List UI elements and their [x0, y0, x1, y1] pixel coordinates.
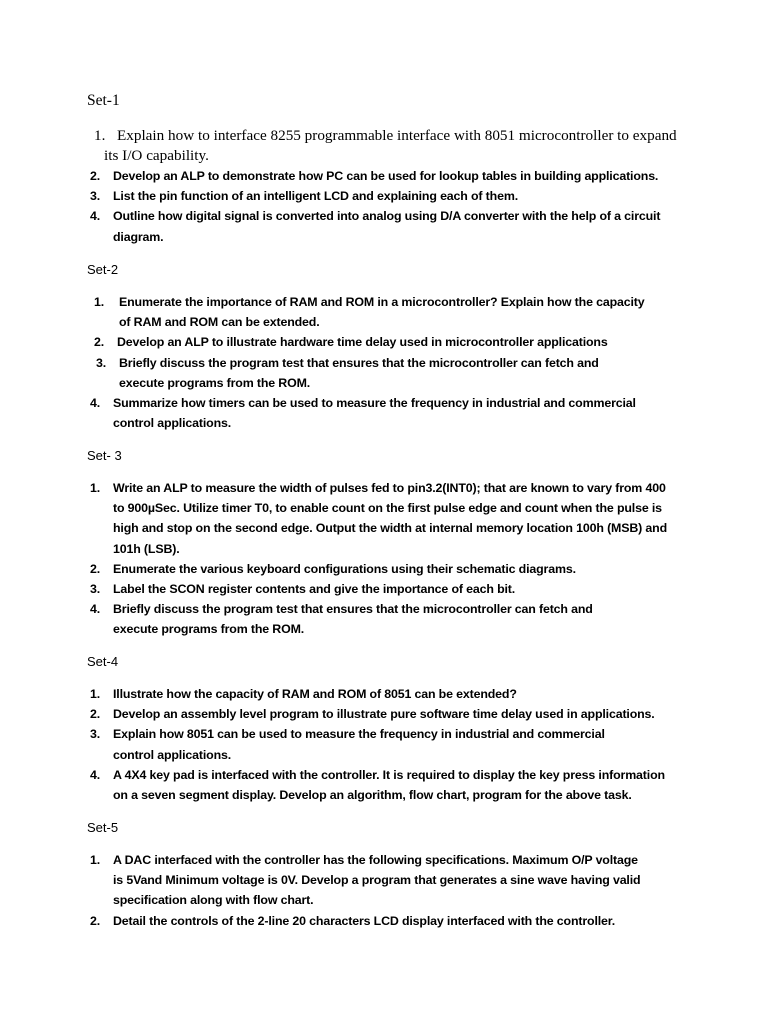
list-item — [0, 186, 768, 206]
question-list — [0, 126, 768, 166]
list-item — [0, 724, 768, 764]
list-item — [0, 353, 768, 393]
question-number: 3. — [90, 727, 101, 742]
question-text: Develop an ALP to illustrate hardware time delay used in microcontroller applications — [117, 335, 608, 350]
question-text: A DAC interfaced with the controller has the following specifications. Maximum O/P voltage is 5Vand Minimum voltage is 0V. Develop a program that generates a sine wave having valid specification along with flow chart. — [113, 853, 641, 908]
question-number: 1. — [94, 295, 105, 309]
question-text: Write an ALP to measure the width of pulses fed to pin3.2(INT0); that are known to vary from 400 to 900µSec. Utilize timer T0, to enable count on the first pulse edge and count when the pulse is high and stop on the second edge. Output the width at internal memory location 100h (MSB) and 101h (LSB). — [113, 481, 667, 556]
list-item — [0, 911, 768, 931]
question-number: 2. — [90, 707, 101, 722]
question-text: Explain how to interface 8255 programmable interface with 8051 microcontroller to expand its I/O capability. — [104, 127, 677, 164]
list-item — [0, 559, 768, 579]
list-item — [0, 850, 768, 911]
question-text: Enumerate the importance of RAM and ROM in a microcontroller? Explain how the capacity of RAM and ROM can be extended. — [119, 295, 645, 330]
question-text: Explain how 8051 can be used to measure the frequency in industrial and commercial control applications. — [113, 727, 605, 762]
question-text: Outline how digital signal is converted into analog using D/A converter with the help of a circuit diagram. — [113, 209, 661, 244]
set-heading: Set-1 — [87, 92, 120, 109]
list-item — [0, 292, 768, 332]
question-number: 4. — [90, 767, 101, 782]
list-item — [0, 332, 768, 352]
question-number: 2. — [94, 335, 105, 350]
question-number: 2. — [90, 913, 101, 928]
question-text: Illustrate how the capacity of RAM and ROM of 8051 can be extended? — [113, 687, 517, 701]
list-item — [0, 599, 768, 639]
question-number: 1. — [90, 481, 101, 495]
question-list — [0, 166, 768, 247]
question-number: 3. — [96, 355, 107, 370]
question-text: Label the SCON register contents and give the importance of each bit. — [113, 582, 516, 597]
question-text: Briefly discuss the program test that ensures that the microcontroller can fetch and execute programs from the ROM. — [113, 602, 593, 637]
set-heading: Set- 3 — [87, 448, 122, 463]
question-number: 3. — [90, 189, 101, 204]
question-number: 1. — [94, 127, 106, 144]
question-text: Enumerate the various keyboard configurations using their schematic diagrams. — [113, 561, 576, 576]
question-list — [0, 292, 768, 433]
question-number: 2. — [90, 169, 101, 183]
list-item — [0, 126, 768, 166]
list-item — [0, 765, 768, 805]
question-number: 2. — [90, 561, 101, 576]
question-text: Briefly discuss the program test that ensures that the microcontroller can fetch and execute programs from the ROM. — [119, 355, 599, 390]
list-item — [0, 704, 768, 724]
set-heading: Set-4 — [87, 654, 119, 669]
question-list — [0, 684, 768, 805]
question-text: List the pin function of an intelligent LCD and explaining each of them. — [113, 189, 518, 204]
question-text: Detail the controls of the 2-line 20 characters LCD display interfaced with the controller. — [113, 913, 616, 928]
list-item — [0, 478, 768, 559]
question-number: 1. — [90, 853, 101, 867]
question-text: Develop an ALP to demonstrate how PC can be used for lookup tables in building applications. — [113, 169, 659, 183]
question-list — [0, 478, 768, 640]
list-item — [0, 579, 768, 599]
question-text: Summarize how timers can be used to measure the frequency in industrial and commercial control applications. — [113, 396, 636, 431]
list-item — [0, 684, 768, 704]
list-item — [0, 166, 768, 186]
set-heading: Set-5 — [87, 820, 119, 835]
question-number: 3. — [90, 582, 101, 597]
question-number: 1. — [90, 687, 101, 701]
question-text: Develop an assembly level program to illustrate pure software time delay used in applications. — [113, 707, 655, 722]
question-number: 4. — [90, 602, 101, 617]
question-number: 4. — [90, 396, 101, 411]
question-number: 4. — [90, 209, 101, 224]
question-text: A 4X4 key pad is interfaced with the controller. It is required to display the key press information on a seven segment display. Develop an algorithm, flow chart, program for the above task. — [113, 767, 665, 803]
set-heading: Set-2 — [87, 262, 119, 277]
list-item — [0, 206, 768, 246]
question-list — [0, 850, 768, 931]
list-item — [0, 393, 768, 433]
